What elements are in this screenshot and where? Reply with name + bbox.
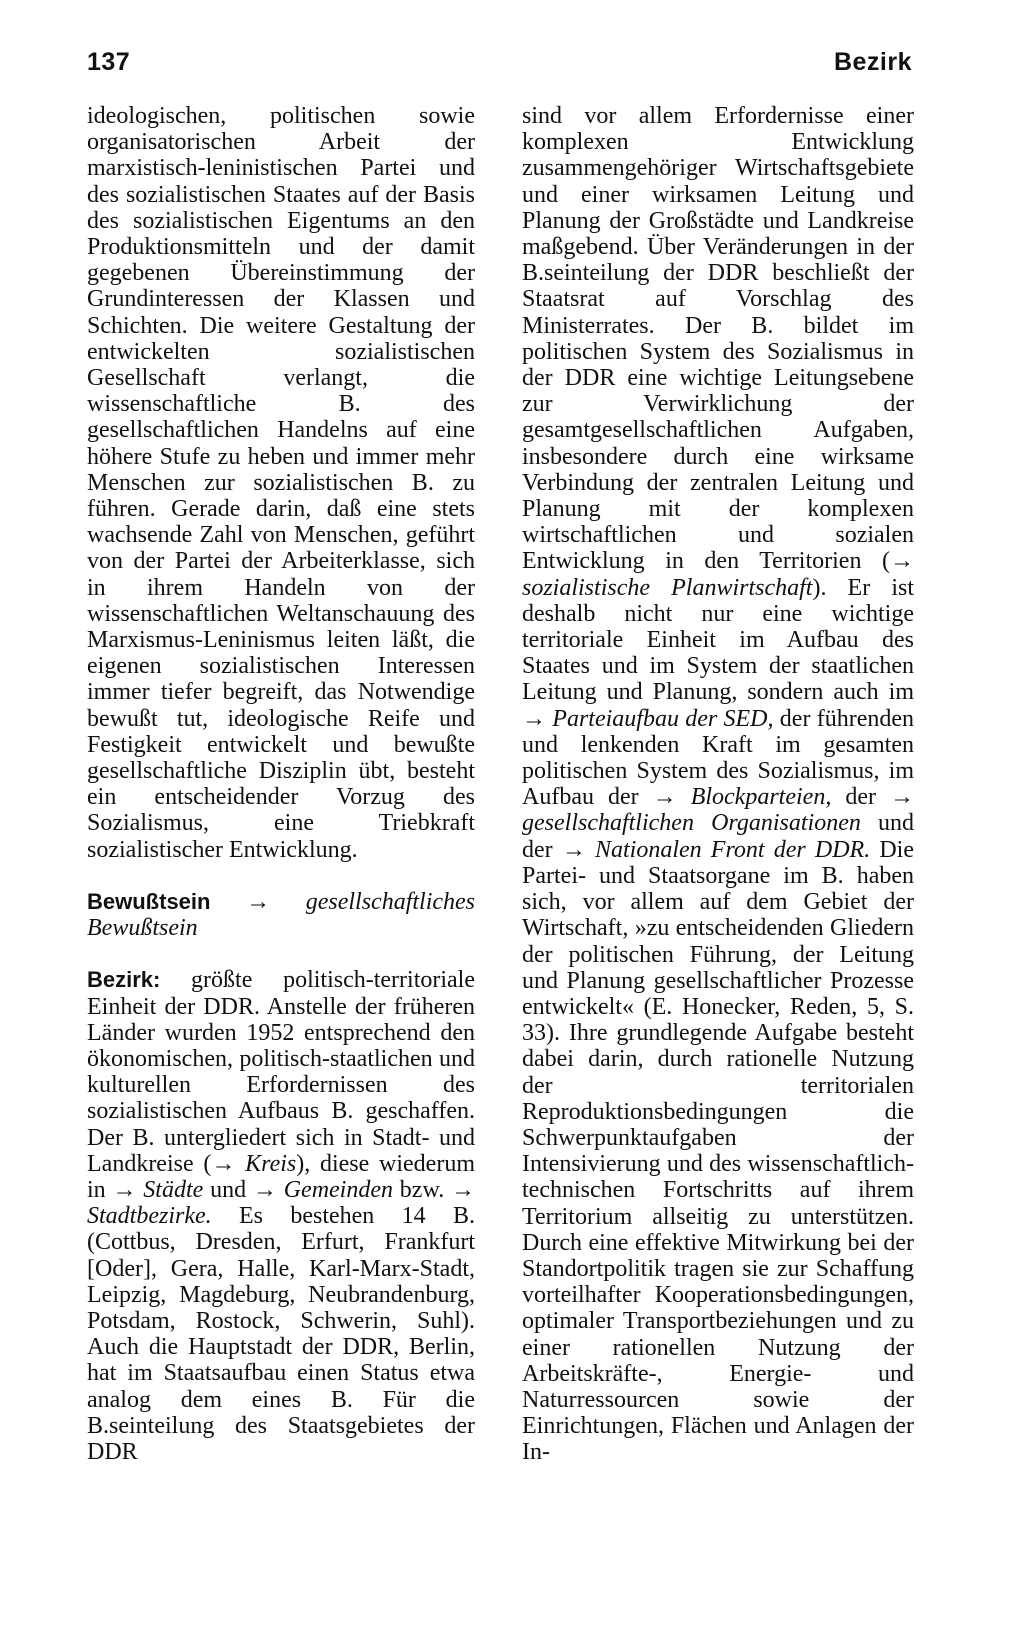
entry-text: Es bestehen 14 B. (Cottbus, Dresden, Erfurt, Frankfurt [Oder], Gera, Halle, Karl-Marx-Stadt, Leipzig, Magdeburg, Neubrandenburg, Potsdam, Rostock, Schwerin, Suhl). Auch die Hauptstadt der DDR, Berlin, hat im Staatsaufbau einen Status etwa analog dem eines B. Für die B.seinteilung des Staatsgebietes der DDR (87, 1203, 475, 1465)
cross-reference: Städte (143, 1176, 204, 1203)
cross-reference: Blockparteien, (690, 784, 832, 811)
entry-text: größte politisch-territoriale Einheit der DDR. Anstelle der früheren Länder wurden 1952 entsprechend den ökonomischen, politisch-staatlichen und kulturellen Erfordernissen des sozialistischen Aufbaus B. geschaffen. Der B. untergliedert sich in Stadt- und Landkreise ( (87, 967, 475, 1177)
arrow-icon: → (890, 548, 914, 575)
entry-text: und der (522, 810, 914, 863)
cross-reference: sozialistische Planwirtschaft (522, 574, 813, 601)
entry-bezirk (87, 967, 475, 1465)
running-head: Bezirk (833, 48, 912, 76)
left-column (87, 103, 475, 1465)
arrow-icon: → (652, 784, 677, 811)
entry-keyword: Bewußtsein (87, 888, 211, 914)
entry-text: ), diese wiederum in (87, 1150, 475, 1203)
cross-reference: gesellschaftliches Bewußtsein (87, 888, 476, 942)
entry-bewusstsein (87, 889, 475, 941)
cross-reference: gesellschaftlichen Organisationen (522, 810, 861, 837)
page-number: 137 (87, 48, 131, 76)
entry-text: und (203, 1176, 253, 1203)
arrow-icon: → (451, 1176, 476, 1203)
arrow-icon: → (522, 705, 546, 732)
entry-keyword: Bezirk: (87, 967, 161, 993)
cross-reference: Kreis (245, 1150, 297, 1177)
arrow-icon: → (112, 1176, 137, 1203)
entry-text: ). Er ist deshalb nicht nur eine wichtige territoriale Einheit im Aufbau des Staates und im System der staatlichen Leitung und Planung, sondern auch im (522, 574, 914, 706)
entry-text: bzw. (393, 1176, 452, 1203)
arrow-icon: → (890, 784, 915, 811)
entry-text: sind vor allem Erfordernisse einer komplexen Entwicklung zusammengehöriger Wirtschaftsgebiete und einer wirksamen Leitung und Planung der Großstädte und Landkreise maßgebend. Über Veränderungen in der B.seinteilung der DDR beschließt der Staatsrat auf Vorschlag des Ministerrates. Der B. bildet im politischen System des Sozialismus in der DDR eine wichtige Leitungsebene zur Verwirklichung der gesamtgesellschaftlichen Aufgaben, insbesondere durch eine wirksame Verbindung der zentralen Leitung und Planung mit der komplexen wirtschaftlichen und sozialen Entwicklung in den Territorien ( (522, 103, 914, 575)
entry-text: Die Partei- und Staatsorgane im B. haben sich, vor allem auf dem Gebiet der Wirtschaft, »zu entscheidenden Gliedern der politischen Führung, der Leitung und Planung gesellschaftlicher Prozesse entwickelt« (E. Honecker, Reden, 5, S. 33). Ihre grundlegende Aufgabe besteht dabei darin, durch rationelle Nutzung der territorialen Reproduktionsbedingungen die Schwerpunktaufgaben der Intensivierung und des wissenschaftlich-technischen Fortschritts auf ihrem Territorium allseitig zu unterstützen. Durch eine effektive Mitwirkung bei der Standortpolitik tragen sie zur Schaffung vorteilhafter Kooperationsbedingungen, optimaler Transportbeziehungen und zu einer rationellen Nutzung der Arbeitskräfte-, Energie- und Naturressourcen sowie der Einrichtungen, Flächen und Anlagen der In- (522, 836, 914, 1466)
arrow-icon: → (252, 1176, 277, 1203)
entry-text: der (831, 784, 891, 811)
cross-reference: Gemeinden (283, 1176, 393, 1203)
arrow-icon: → (211, 1150, 236, 1177)
arrow-icon: → (246, 888, 271, 915)
right-column (522, 103, 914, 1466)
paragraph-continuation: ideologischen, politischen sowie organisatorischen Arbeit der marxistisch-leninistischen Partei und des sozialistischen Staates auf der Basis des sozialistischen Eigentums an den Produktionsmitteln und der damit gegebenen Übereinstimmung der Grundinteressen der Klassen und Schichten. Die weitere Gestaltung der entwickelten sozialistischen Gesellschaft verlangt, die wissenschaftliche B. des gesellschaftlichen Handelns auf eine höhere Stufe zu heben und immer mehr Menschen zur sozialistischen B. zu führen. Gerade darin, daß eine stets wachsende Zahl von Menschen, geführt von der Partei der Arbeiterklasse, sich in ihrem Handeln von der wissenschaftlichen Weltanschauung des Marxismus-Leninismus leiten läßt, die eigenen sozialistischen Interessen immer tiefer begreift, das Notwendige bewußt tut, ideologische Reife und Festigkeit entwickelt und bewußte gesellschaftliche Disziplin übt, besteht ein entscheidender Vorzug des Sozialismus, eine Triebkraft sozialistischer Entwicklung. (87, 103, 475, 863)
entry-text: der führenden und lenkenden Kraft im gesamten politischen System des Sozialismus, im Aufbau der (522, 705, 915, 811)
entry-bezirk-continued (522, 103, 914, 1466)
arrow-icon: → (561, 836, 586, 863)
cross-reference: Stadtbezirke. (87, 1203, 212, 1230)
cross-reference: Nationalen Front der DDR. (594, 836, 871, 863)
cross-reference: Parteiaufbau der SED, (552, 705, 774, 732)
